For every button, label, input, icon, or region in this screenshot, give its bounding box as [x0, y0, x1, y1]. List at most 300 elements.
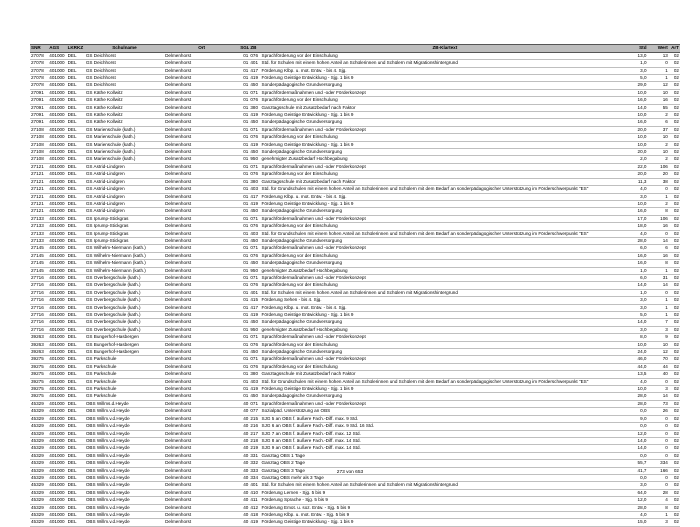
cell-zb-klartext: SJG 7 an OBS f. äußere Fach.-Diff. max. 12 Std.	[261, 430, 630, 437]
cell-std: 10,0	[629, 134, 647, 141]
cell-snr: 27108	[30, 141, 48, 148]
cell-snr: 27716	[30, 274, 48, 281]
cell-zb: 450	[249, 149, 260, 156]
cell-zb: 950	[249, 267, 260, 274]
cell-zb-klartext: Förderung Emot. u. soz. Entw. - Sjg. 5 bis 9	[261, 504, 630, 511]
cell-lkrkz: DEL	[67, 474, 85, 481]
cell-art: 02	[669, 282, 680, 289]
cell-zb: 076	[249, 282, 260, 289]
cell-zb-klartext: Sprachfördermaßnahmen und -oder Förderkonzept	[261, 334, 630, 341]
table-row	[30, 97, 680, 104]
cell-lkrkz: DEL	[67, 267, 85, 274]
cell-wert: 40	[648, 371, 669, 378]
cell-snr: 27091	[30, 89, 48, 96]
cell-sgl: 01	[239, 326, 249, 333]
cell-schulname: GS Astrid-Lindgren	[85, 163, 164, 170]
cell-lkrkz: DEL	[67, 408, 85, 415]
cell-lkrkz: DEL	[67, 215, 85, 222]
cell-zb: 071	[249, 274, 260, 281]
cell-std: 1,0	[629, 60, 647, 67]
cell-art: 02	[669, 60, 680, 67]
cell-ort: Delmenhorst	[164, 104, 239, 111]
col-header-ort[interactable]: Ort	[164, 45, 239, 53]
cell-zb-klartext: Förderung Lernen - Sjg. 5 bis 9	[261, 489, 630, 496]
cell-ort: Delmenhorst	[164, 437, 239, 444]
cell-zb-klartext: Ganztag OBS mehr als 3 Tage	[261, 474, 630, 481]
cell-art: 02	[669, 408, 680, 415]
cell-lkrkz: DEL	[67, 163, 85, 170]
cell-schulname: OBS Willm.v.d.Heyde	[85, 437, 164, 444]
cell-std: 64,0	[629, 489, 647, 496]
col-header-wert[interactable]: Wert	[648, 45, 669, 53]
table-row	[30, 237, 680, 244]
cell-schulname: GS Käthe Kollwitz	[85, 89, 164, 96]
table-row	[30, 282, 680, 289]
cell-snr: 39275	[30, 386, 48, 393]
cell-wert: 1	[648, 75, 669, 82]
cell-lkrkz: DEL	[67, 319, 85, 326]
cell-ort: Delmenhorst	[164, 252, 239, 259]
table-row	[30, 163, 680, 170]
cell-ags: 401000	[49, 497, 65, 503]
cell-std: 4,0	[629, 378, 647, 385]
cell-std: 10,0	[629, 386, 647, 393]
cell-snr: 27108	[30, 156, 48, 163]
cell-snr: 27078	[30, 75, 48, 82]
cell-snr: 27078	[30, 82, 48, 89]
cell-wert: 334	[648, 460, 669, 467]
cell-zb-klartext: Std. für Grundschulen mit einem hohen Anteil an Schülerinnen und Schülern mit dem Bedarf an sonderpädagogischer Unterstützung im Förderschwerpunkt "ES"	[261, 378, 630, 385]
cell-std: 4,0	[629, 186, 647, 193]
cell-art: 02	[669, 312, 680, 319]
cell-wert: 8	[648, 260, 669, 267]
cell-zb-klartext: Sprachfördermaßnahmen und -oder Förderkonzept	[261, 274, 630, 281]
cell-zb: 419	[249, 141, 260, 148]
cell-std: 16,0	[629, 119, 647, 126]
cell-snr: 27091	[30, 104, 48, 111]
cell-zb-klartext: Förderung Geistige Entwicklung - Sjg. 1 bis 9	[261, 75, 630, 82]
cell-zb-klartext: Sonderpädagogische Grundversorgung	[261, 82, 630, 89]
cell-lkrkz: DEL	[67, 423, 85, 430]
cell-wert: 6	[648, 119, 669, 126]
cell-sgl: 01	[239, 289, 249, 296]
cell-std: 0,0	[629, 474, 647, 481]
cell-lkrkz: DEL	[67, 289, 85, 296]
table-row	[30, 267, 680, 274]
cell-zb: 450	[249, 260, 260, 267]
cell-wert: 0	[648, 452, 669, 459]
cell-ags: 401000	[49, 141, 65, 147]
cell-std: 10,0	[629, 200, 647, 207]
cell-snr: 27145	[30, 260, 48, 267]
cell-ags: 401000	[49, 149, 65, 155]
cell-schulname: GS Iprump-Stickgras	[85, 237, 164, 244]
cell-ort: Delmenhorst	[164, 60, 239, 67]
cell-sgl: 40	[239, 519, 249, 526]
cell-lkrkz: DEL	[67, 341, 85, 348]
col-header-art[interactable]: ArT	[669, 45, 680, 53]
cell-art: 02	[669, 67, 680, 74]
cell-ort: Delmenhorst	[164, 267, 239, 274]
cell-ags: 401000	[49, 112, 65, 118]
cell-wert: 14	[648, 237, 669, 244]
cell-sgl: 01	[239, 52, 249, 59]
cell-sgl: 01	[239, 186, 249, 193]
cell-wert: 1	[648, 312, 669, 319]
cell-schulname: GS Bungerhof-Hasbergen	[85, 349, 164, 356]
cell-zb-klartext: Sprachfördermaßnahmen und -oder Förderkonzept	[261, 356, 630, 363]
cell-lkrkz: DEL	[67, 452, 85, 459]
cell-wert: 0	[648, 186, 669, 193]
cell-ort: Delmenhorst	[164, 134, 239, 141]
table-row	[30, 112, 680, 119]
cell-sgl: 01	[239, 171, 249, 178]
cell-std: 14,0	[629, 282, 647, 289]
cell-wert: 10	[648, 134, 669, 141]
cell-std: 10,0	[629, 112, 647, 119]
cell-ags: 401000	[49, 252, 65, 258]
cell-ags: 401000	[49, 60, 65, 66]
cell-zb-klartext: Förderung Geistige Entwicklung - Sjg. 1 bis 9	[261, 200, 630, 207]
cell-sgl: 01	[239, 371, 249, 378]
cell-lkrkz: DEL	[67, 171, 85, 178]
cell-zb: 450	[249, 393, 260, 400]
col-header-zb[interactable]: ZB	[249, 45, 260, 53]
cell-ags: 401000	[49, 134, 65, 140]
cell-std: 4,0	[629, 230, 647, 237]
cell-schulname: OBS Willm.v.d.Heyde	[85, 445, 164, 452]
cell-ort: Delmenhorst	[164, 482, 239, 489]
report-page	[30, 44, 680, 527]
cell-zb-klartext: Förderung Geistige Entwicklung - Sjg. 1 bis 9	[261, 141, 630, 148]
table-row	[30, 400, 680, 407]
cell-lkrkz: DEL	[67, 511, 85, 518]
cell-zb: 410	[249, 489, 260, 496]
cell-ags: 401000	[49, 297, 65, 303]
cell-wert: 106	[648, 215, 669, 222]
cell-wert: 1	[648, 267, 669, 274]
cell-lkrkz: DEL	[67, 260, 85, 267]
cell-snr: 27078	[30, 52, 48, 59]
cell-sgl: 40	[239, 504, 249, 511]
cell-lkrkz: DEL	[67, 149, 85, 156]
cell-zb: 071	[249, 163, 260, 170]
cell-lkrkz: DEL	[67, 112, 85, 119]
cell-sgl: 01	[239, 163, 249, 170]
cell-schulname: GS Overbergschule (kath.)	[85, 274, 164, 281]
cell-ags: 401000	[49, 474, 65, 480]
col-header-lkrkz[interactable]: LKRKZ	[67, 45, 85, 53]
cell-wert: 0	[648, 430, 669, 437]
cell-zb: 217	[249, 430, 260, 437]
cell-lkrkz: DEL	[67, 237, 85, 244]
cell-art: 02	[669, 104, 680, 111]
cell-ags: 401000	[49, 119, 65, 125]
cell-std: 0,0	[629, 452, 647, 459]
cell-art: 02	[669, 452, 680, 459]
cell-sgl: 01	[239, 319, 249, 326]
cell-zb: 403	[249, 230, 260, 237]
cell-art: 02	[669, 430, 680, 437]
cell-wert: 20	[648, 171, 669, 178]
cell-ags: 401000	[49, 223, 65, 229]
cell-ags: 401000	[49, 482, 65, 488]
cell-zb-klartext: Ganztag OBS 2 Tage	[261, 460, 630, 467]
cell-art: 02	[669, 193, 680, 200]
cell-schulname: GS Käthe Kollwitz	[85, 97, 164, 104]
cell-std: 6,0	[629, 274, 647, 281]
cell-ort: Delmenhorst	[164, 341, 239, 348]
cell-schulname: OBS Willm.v.d.Heyde	[85, 408, 164, 415]
cell-lkrkz: DEL	[67, 519, 85, 526]
cell-ags: 401000	[49, 341, 65, 347]
cell-snr: 45329	[30, 519, 48, 526]
cell-sgl: 01	[239, 97, 249, 104]
cell-zb-klartext: Sprachförderung vor der Einschulung	[261, 171, 630, 178]
cell-schulname: OBS Willm.v.d.Heyde	[85, 460, 164, 467]
cell-art: 02	[669, 75, 680, 82]
cell-ags: 401000	[49, 230, 65, 236]
cell-sgl: 01	[239, 312, 249, 319]
cell-schulname: GS Astrid-Lindgren	[85, 186, 164, 193]
cell-std: 14,0	[629, 437, 647, 444]
cell-zb: 419	[249, 386, 260, 393]
cell-sgl: 01	[239, 245, 249, 252]
cell-sgl: 01	[239, 363, 249, 370]
cell-std: 1,0	[629, 289, 647, 296]
cell-art: 02	[669, 386, 680, 393]
cell-ort: Delmenhorst	[164, 297, 239, 304]
cell-ort: Delmenhorst	[164, 460, 239, 467]
cell-ags: 401000	[49, 437, 65, 443]
cell-schulname: GS Astrid-Lindgren	[85, 178, 164, 185]
cell-sgl: 40	[239, 437, 249, 444]
cell-ort: Delmenhorst	[164, 260, 239, 267]
table-row	[30, 371, 680, 378]
cell-ags: 401000	[49, 104, 65, 110]
cell-ort: Delmenhorst	[164, 474, 239, 481]
cell-snr: 45329	[30, 474, 48, 481]
cell-ort: Delmenhorst	[164, 511, 239, 518]
cell-snr: 39263	[30, 349, 48, 356]
cell-std: 16,0	[629, 97, 647, 104]
cell-schulname: GS Astrid-Lindgren	[85, 200, 164, 207]
cell-schulname: GS Iprump-Stickgras	[85, 223, 164, 230]
cell-sgl: 01	[239, 75, 249, 82]
cell-zb: 076	[249, 52, 260, 59]
cell-sgl: 01	[239, 156, 249, 163]
cell-ort: Delmenhorst	[164, 89, 239, 96]
cell-wert: 12	[648, 82, 669, 89]
cell-ags: 401000	[49, 400, 65, 406]
cell-art: 02	[669, 326, 680, 333]
cell-zb: 417	[249, 193, 260, 200]
cell-zb: 450	[249, 119, 260, 126]
cell-lkrkz: DEL	[67, 82, 85, 89]
table-row	[30, 60, 680, 67]
cell-schulname: GS Deichhorst	[85, 75, 164, 82]
cell-schulname: GS Parkschule	[85, 386, 164, 393]
cell-zb-klartext: Sonderpädagogische Grundversorgung	[261, 349, 630, 356]
cell-sgl: 01	[239, 126, 249, 133]
cell-zb-klartext: Förderung Geistige Entwicklung - Sjg. 1 bis 9	[261, 312, 630, 319]
table-row	[30, 223, 680, 230]
cell-ort: Delmenhorst	[164, 52, 239, 59]
cell-std: 20,0	[629, 171, 647, 178]
cell-ags: 401000	[49, 415, 65, 421]
col-header-ags[interactable]: AGS	[48, 45, 66, 53]
cell-ort: Delmenhorst	[164, 363, 239, 370]
cell-zb: 332	[249, 460, 260, 467]
cell-zb-klartext: Förderung Sehen - bis 4. Sjg.	[261, 297, 630, 304]
cell-art: 02	[669, 252, 680, 259]
cell-art: 02	[669, 163, 680, 170]
cell-lkrkz: DEL	[67, 186, 85, 193]
cell-snr: 27078	[30, 67, 48, 74]
cell-zb: 334	[249, 474, 260, 481]
cell-zb: 403	[249, 378, 260, 385]
table-row	[30, 193, 680, 200]
cell-sgl: 40	[239, 415, 249, 422]
col-header-std[interactable]: Std	[629, 45, 647, 53]
cell-ags: 401000	[49, 504, 65, 510]
cell-std: 2,0	[629, 156, 647, 163]
cell-snr: 27133	[30, 230, 48, 237]
table-row	[30, 134, 680, 141]
cell-sgl: 01	[239, 393, 249, 400]
cell-ort: Delmenhorst	[164, 208, 239, 215]
cell-sgl: 40	[239, 423, 249, 430]
cell-lkrkz: DEL	[67, 126, 85, 133]
cell-wert: 10	[648, 149, 669, 156]
table-row	[30, 141, 680, 148]
cell-art: 02	[669, 445, 680, 452]
table-row	[30, 260, 680, 267]
table-row	[30, 519, 680, 526]
cell-ort: Delmenhorst	[164, 393, 239, 400]
cell-lkrkz: DEL	[67, 378, 85, 385]
cell-wert: 0	[648, 60, 669, 67]
cell-ort: Delmenhorst	[164, 312, 239, 319]
cell-art: 02	[669, 112, 680, 119]
cell-ort: Delmenhorst	[164, 467, 239, 474]
cell-ort: Delmenhorst	[164, 423, 239, 430]
cell-zb: 218	[249, 437, 260, 444]
cell-zb: 419	[249, 200, 260, 207]
cell-lkrkz: DEL	[67, 400, 85, 407]
cell-zb-klartext: SJG 5 an OBS f. äußere Fach.-Diff. max. 9 Std.	[261, 415, 630, 422]
cell-lkrkz: DEL	[67, 60, 85, 67]
table-row	[30, 252, 680, 259]
cell-wert: 31	[648, 274, 669, 281]
cell-wert: 8	[648, 504, 669, 511]
cell-zb-klartext: SJG 8 an OBS f. äußere Fach.-Diff. max. 14 Std.	[261, 437, 630, 444]
cell-snr: 27078	[30, 60, 48, 67]
cell-schulname: GS Astrid-Lindgren	[85, 208, 164, 215]
cell-zb-klartext: Sprachfördermaßnahmen und -oder Förderkonzept	[261, 215, 630, 222]
cell-schulname: GS Overbergschule (kath.)	[85, 319, 164, 326]
cell-wert: 1	[648, 304, 669, 311]
cell-art: 02	[669, 519, 680, 526]
cell-sgl: 01	[239, 104, 249, 111]
cell-snr: 27121	[30, 186, 48, 193]
col-header-zb-klartext[interactable]: ZB-Klartext	[261, 45, 630, 53]
cell-lkrkz: DEL	[67, 230, 85, 237]
cell-zb: 071	[249, 89, 260, 96]
cell-schulname: GS Wilhelm-Niermann (kath.)	[85, 252, 164, 259]
cell-std: 13,5	[629, 371, 647, 378]
cell-wert: 166	[648, 467, 669, 474]
cell-zb-klartext: Sprachförderung vor der Einschulung	[261, 134, 630, 141]
cell-art: 02	[669, 141, 680, 148]
cell-art: 02	[669, 304, 680, 311]
table-header-row	[30, 45, 680, 53]
cell-sgl: 01	[239, 349, 249, 356]
cell-zb-klartext: Sozialpäd. Unterstützung an OBS	[261, 408, 630, 415]
cell-std: 12,0	[629, 430, 647, 437]
table-row	[30, 408, 680, 415]
cell-zb-klartext: Förderung Klbp. u. mot. Entw. - bis 4. Sjg.	[261, 193, 630, 200]
cell-ort: Delmenhorst	[164, 223, 239, 230]
cell-ort: Delmenhorst	[164, 178, 239, 185]
cell-std: 14,0	[629, 104, 647, 111]
cell-std: 18,0	[629, 223, 647, 230]
cell-zb-klartext: Std. für Schulen mit einem hohen Anteil an Schülerinnen und Schülern mit Migrationshintergrund	[261, 289, 630, 296]
cell-art: 02	[669, 378, 680, 385]
cell-ort: Delmenhorst	[164, 163, 239, 170]
cell-lkrkz: DEL	[67, 312, 85, 319]
cell-art: 02	[669, 511, 680, 518]
table-row	[30, 75, 680, 82]
cell-ags: 401000	[49, 208, 65, 214]
table-row	[30, 186, 680, 193]
cell-snr: 27716	[30, 282, 48, 289]
cell-sgl: 01	[239, 274, 249, 281]
cell-ort: Delmenhorst	[164, 304, 239, 311]
cell-wert: 2	[648, 156, 669, 163]
cell-art: 02	[669, 82, 680, 89]
cell-std: 14,0	[629, 445, 647, 452]
cell-wert: 0	[648, 378, 669, 385]
cell-lkrkz: DEL	[67, 371, 85, 378]
cell-ags: 401000	[49, 245, 65, 251]
col-header-schulname[interactable]: Schulname	[85, 45, 164, 53]
cell-std: 17,0	[629, 215, 647, 222]
cell-wert: 0	[648, 474, 669, 481]
cell-art: 02	[669, 363, 680, 370]
cell-wert: 2	[648, 112, 669, 119]
cell-ort: Delmenhorst	[164, 149, 239, 156]
cell-ags: 401000	[49, 519, 65, 525]
cell-schulname: GS Marienschule (kath.)	[85, 141, 164, 148]
cell-wert: 70	[648, 356, 669, 363]
cell-lkrkz: DEL	[67, 467, 85, 474]
col-header-snr[interactable]: SNR	[30, 45, 48, 53]
cell-zb: 076	[249, 363, 260, 370]
cell-ort: Delmenhorst	[164, 126, 239, 133]
cell-ags: 401000	[49, 378, 65, 384]
col-header-sgl[interactable]: SGL	[239, 45, 249, 53]
cell-zb-klartext: Sonderpädagogische Grundversorgung	[261, 237, 630, 244]
cell-zb-klartext: Förderung Geistige Entwicklung - Sjg. 1 bis 9	[261, 519, 630, 526]
cell-lkrkz: DEL	[67, 208, 85, 215]
cell-ort: Delmenhorst	[164, 82, 239, 89]
cell-lkrkz: DEL	[67, 386, 85, 393]
cell-std: 10,0	[629, 141, 647, 148]
cell-snr: 27145	[30, 267, 48, 274]
cell-zb: 401	[249, 60, 260, 67]
cell-snr: 27716	[30, 319, 48, 326]
